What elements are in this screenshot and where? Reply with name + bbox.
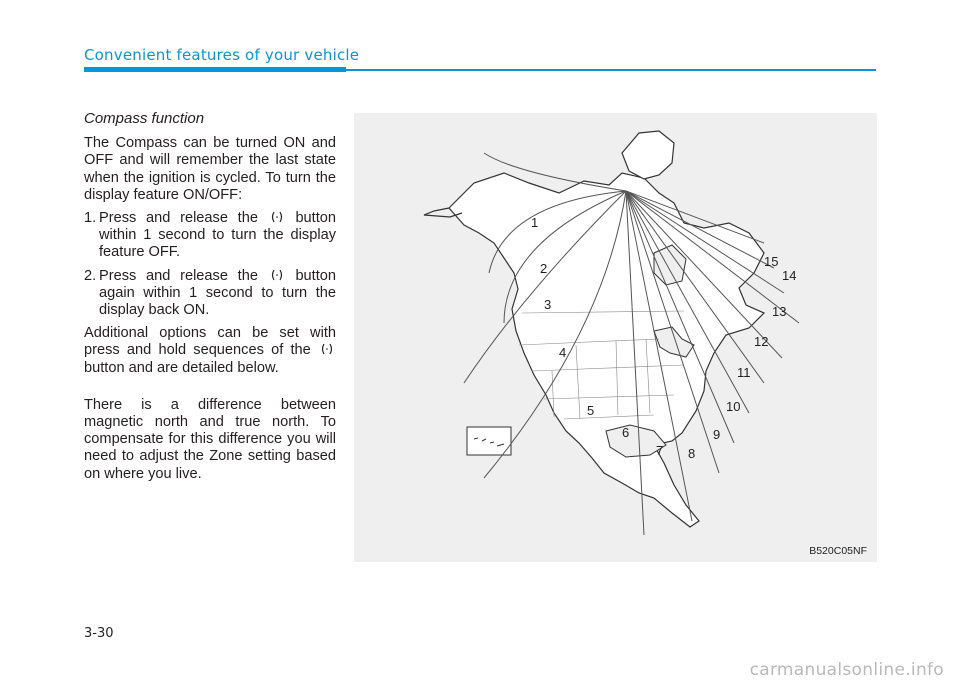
compass-button-icon [270,268,284,282]
step-text-before: Press and release the [99,210,258,227]
step-text-after: button within 1 second to turn the display feature OFF. [99,210,337,261]
chapter-title: Convenient features of your vehicle [84,46,360,64]
steps-list [84,210,336,319]
header-rule-thin [346,69,876,71]
zone-label: 4 [559,345,567,360]
watermark: carmanualsonline.info [749,660,944,680]
zone-label: 5 [587,403,595,418]
section-heading: Compass function [84,110,205,127]
step-text-before: Press and release the [99,267,258,284]
step-item [84,210,336,262]
zone-label: 15 [764,254,779,269]
zone-label: 6 [622,425,630,440]
zone-label: 10 [726,399,741,414]
paragraph-gap [84,383,336,397]
figure-code: B520C05NF [809,545,867,557]
intro-paragraph: The Compass can be turned ON and OFF and will remember the last state when the ignition is cycled. To turn the display feature ON/OFF: [84,135,336,203]
zone-label: 7 [656,443,664,458]
additional-text-after: button and are detailed below. [84,359,279,376]
compass-button-icon [320,342,334,356]
zone-label: 1 [531,215,539,230]
zone-map-svg [354,113,877,562]
compass-zone-map [354,113,877,562]
step-number: 1. [84,210,97,227]
additional-paragraph [84,325,336,377]
step-number: 2. [84,267,97,284]
zone-label: 2 [540,261,548,276]
zone-label: 9 [713,427,721,442]
north-america-outline [449,173,764,527]
compass-button-icon [270,210,284,224]
zone-label: 13 [772,304,787,319]
step-item [84,268,336,320]
header-rule-thick [84,67,346,72]
hawaii-inset [467,427,511,455]
zone-label: 3 [544,297,552,312]
zone-label: 14 [782,268,797,283]
greenland-outline [622,131,674,179]
zone-label: 8 [688,446,696,461]
zone-label: 11 [737,365,751,380]
zone-label: 12 [754,334,769,349]
text-column [84,110,336,489]
page-number: 3-30 [84,626,114,641]
step-text-after: button again within 1 second to turn the display back ON. [99,267,337,319]
difference-paragraph: There is a difference between magnetic north and true north. To compensate for this difference you will need to adjust the Zone setting based on where you live. [84,396,336,482]
additional-text-before: Additional options can be set with press and hold sequences of the [84,325,336,359]
